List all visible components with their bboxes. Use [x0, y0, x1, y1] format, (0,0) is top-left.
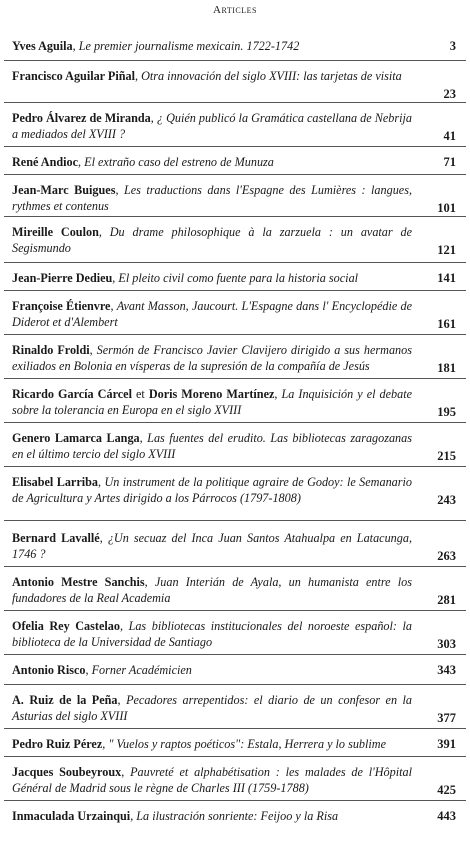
entry-title: Du drame philosophique à la zarzuela : un avatar de Segismundo [12, 225, 412, 255]
entry-author: Françoise Étienvre [12, 299, 111, 313]
toc-entry[interactable] [12, 736, 456, 752]
entry-title: La ilustración sonriente: Feijoo y la Risa [136, 809, 339, 823]
entry-title: Juan Interián de Ayala, un humanista entre los fundadores de la Real Academia [12, 575, 412, 605]
entry-page-number: 23 [443, 87, 456, 101]
entry-page-number: 161 [437, 317, 456, 331]
toc-entry[interactable] [12, 692, 456, 724]
entry-title: Un instrument de la politique agraire de Godoy: le Semanario de Agricultura y Artes dirigido a los Párrocos (1797-1808) [12, 475, 412, 505]
entry-text [12, 808, 412, 824]
entry-text [12, 182, 412, 214]
toc-entry[interactable] [12, 68, 456, 101]
entry-title: Les traductions dans l'Espagne des Lumières : langues, rythmes et contenus [12, 183, 413, 213]
divider-rule [4, 422, 466, 423]
entry-author: Jean-Marc Buigues [12, 183, 116, 197]
entry-author: Ricardo García Cárcel [12, 387, 132, 401]
entry-author: Bernard Lavallé [12, 531, 100, 545]
entry-title: " Vuelos y raptos poéticos": Estala, Herrera y lo sublime [108, 737, 386, 751]
entry-separator: , [78, 155, 85, 169]
entry-text [12, 68, 412, 84]
entry-text [12, 154, 412, 170]
entry-title: El pleito civil como fuente para la historia social [118, 271, 359, 285]
divider-rule [4, 102, 466, 103]
divider-rule [4, 466, 466, 467]
entry-page-number: 121 [437, 243, 456, 257]
toc-entry[interactable] [12, 154, 456, 170]
entry-separator: et [131, 387, 149, 401]
entry-title: Las bibliotecas institucionales del noroeste español: la biblioteca de la Universidad de Santiago [12, 619, 413, 649]
entry-title: La Inquisición y el debate sobre la tolerancia en Europa en el siglo XVIII [12, 387, 412, 417]
entry-author: Inmaculada Urzainqui [12, 809, 131, 823]
entry-title: Forner Académicien [91, 663, 192, 677]
entry-text [12, 662, 412, 678]
entry-page-number: 71 [443, 155, 456, 169]
entry-title: Pecadores arrepentidos: el diario de un confesor en la Asturias del siglo XVIII [12, 693, 412, 723]
entry-page-number: 141 [437, 271, 456, 285]
entry-page-number: 3 [449, 39, 456, 53]
entry-separator: , [119, 619, 129, 633]
divider-rule [4, 174, 466, 175]
entry-separator: , [121, 765, 131, 779]
divider-rule [4, 290, 466, 291]
entry-separator: , [115, 183, 124, 197]
entry-text [12, 110, 412, 142]
toc-entry[interactable] [12, 182, 456, 214]
divider-rule [4, 566, 466, 567]
entry-page-number: 377 [437, 711, 456, 725]
entry-page-number: 101 [437, 201, 456, 215]
entry-text [12, 38, 412, 54]
entry-title: ¿Un secuaz del Inca Juan Santos Atahualpa en Latacunga, 1746 ? [12, 531, 412, 561]
entry-author: Antonio Risco [12, 663, 86, 677]
entry-separator: , [72, 39, 79, 53]
toc-entry[interactable] [12, 386, 456, 418]
entry-author: Pedro Ruiz Pérez [12, 737, 103, 751]
entry-author: Jean-Pierre Dedieu [12, 271, 113, 285]
toc-entry[interactable] [12, 618, 456, 650]
toc-entry[interactable] [12, 298, 456, 330]
entry-page-number: 243 [437, 493, 456, 507]
divider-rule [4, 520, 466, 521]
entry-page-number: 443 [437, 809, 456, 823]
entry-text [12, 618, 412, 650]
divider-rule [4, 146, 466, 147]
toc-entry[interactable] [12, 110, 456, 142]
entry-text [12, 342, 412, 374]
entry-text [12, 270, 412, 286]
entry-separator: , [144, 575, 155, 589]
entry-title: Avant Masson, Jaucourt. L'Espagne dans l' Encyclopédie de Diderot et d'Alembert [12, 299, 412, 329]
entry-title: Pauvreté et alphabétisation : les malades de l'Hôpital Général de Madrid sous le règne de Charles III (1759-1788) [12, 765, 412, 795]
entry-text [12, 530, 412, 562]
entry-text [12, 692, 412, 724]
entry-title: El extraño caso del estreno de Munuza [84, 155, 274, 169]
entry-author: Mireille Coulon [12, 225, 99, 239]
divider-rule [4, 728, 466, 729]
entry-text [12, 764, 412, 796]
divider-rule [4, 334, 466, 335]
toc-entry[interactable] [12, 38, 456, 54]
entry-separator: , [85, 663, 92, 677]
toc-entry[interactable] [12, 270, 456, 286]
entry-separator: , [102, 737, 109, 751]
entry-separator: , [139, 431, 148, 445]
entry-separator: , [130, 809, 137, 823]
divider-rule [4, 216, 466, 217]
entry-separator: , [89, 343, 97, 357]
entry-separator: , [112, 271, 119, 285]
section-heading: Articles [213, 4, 257, 16]
entry-separator: , [110, 299, 117, 313]
toc-entry[interactable] [12, 530, 456, 562]
toc-entry[interactable] [12, 474, 456, 506]
entry-separator: , [99, 531, 108, 545]
toc-entry[interactable] [12, 808, 456, 824]
toc-entry[interactable] [12, 662, 456, 678]
divider-rule [4, 654, 466, 655]
entry-text [12, 430, 412, 462]
entry-page-number: 263 [437, 549, 456, 563]
entry-author: A. Ruiz de la Peña [12, 693, 118, 707]
divider-rule [4, 262, 466, 263]
entry-page-number: 425 [437, 783, 456, 797]
entry-author: Antonio Mestre Sanchis [12, 575, 145, 589]
toc-entry[interactable] [12, 574, 456, 606]
entry-page-number: 215 [437, 449, 456, 463]
entry-separator: , [135, 69, 142, 83]
divider-rule [4, 684, 466, 685]
toc-entry[interactable] [12, 342, 456, 374]
entry-page-number: 303 [437, 637, 456, 651]
entry-title: Sermón de Francisco Javier Clavijero dirigido a sus hermanos exiliados en Bolonia en vísperas de la supresión de la compañía de Jesús [12, 343, 412, 373]
entry-text [12, 224, 412, 256]
entry-page-number: 343 [437, 663, 456, 677]
entry-page-number: 41 [443, 129, 456, 143]
entry-text: Ricardo García Cárcel et Doris Moreno Martínez, La Inquisición y el debate sobre la tolerancia en Europa en el siglo XVIII [12, 387, 412, 417]
entry-title: Otra innovación del siglo XVIII: las tarjetas de visita [141, 69, 402, 83]
entry-text [12, 298, 412, 330]
entry-page-number: 281 [437, 593, 456, 607]
entry-title: ¿ Quién publicó la Gramática castellana de Nebrija a mediados del XVIII ? [12, 111, 412, 141]
entry-separator: , [117, 693, 127, 707]
entry-title: Las fuentes del erudito. Las bibliotecas zaragozanas en el último tercio del siglo XVIII [12, 431, 412, 461]
entry-page-number: 181 [437, 361, 456, 375]
toc-entry[interactable] [12, 764, 456, 796]
entry-separator: , [98, 225, 110, 239]
toc-entry[interactable] [12, 430, 456, 462]
entry-author: René Andioc [12, 155, 79, 169]
entry-text [12, 736, 412, 752]
entry-author: Yves Aguila [12, 39, 73, 53]
entry-author: Genero Lamarca Langa [12, 431, 140, 445]
entry-coauthor: Doris Moreno Martínez [148, 387, 275, 401]
entry-author: Pedro Álvarez de Miranda [12, 111, 151, 125]
entry-author: Elisabel Larriba [12, 475, 98, 489]
entry-separator: , [150, 111, 157, 125]
entry-author: Jacques Soubeyroux [12, 765, 122, 779]
entry-author: Francisco Aguilar Piñal [12, 69, 136, 83]
divider-rule [4, 756, 466, 757]
entry-text [12, 474, 412, 506]
entry-author: Ofelia Rey Castelao [12, 619, 120, 633]
entry-author: Rinaldo Froldi [12, 343, 90, 357]
divider-rule [4, 800, 466, 801]
entry-title: Le premier journalisme mexicain. 1722-1742 [78, 39, 300, 53]
entry-page-number: 195 [437, 405, 456, 419]
divider-rule [4, 610, 466, 611]
entry-text [12, 574, 412, 606]
divider-rule [4, 60, 466, 61]
entry-page-number: 391 [437, 737, 456, 751]
entry-separator: , [98, 475, 105, 489]
divider-rule [4, 378, 466, 379]
toc-entry[interactable] [12, 224, 456, 256]
